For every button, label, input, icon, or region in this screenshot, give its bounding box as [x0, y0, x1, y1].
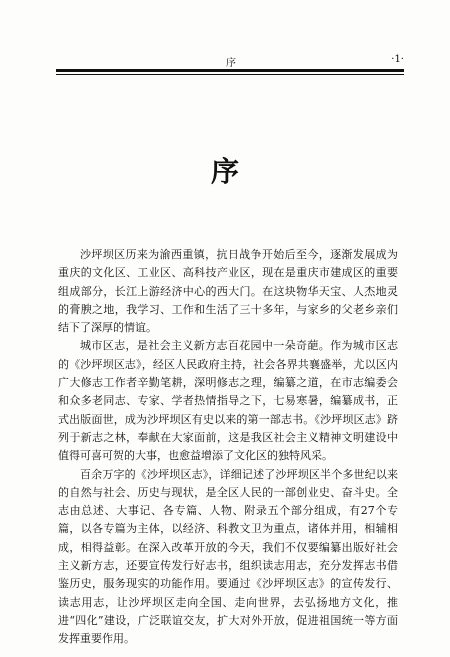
header-rule-thin: [56, 74, 404, 75]
paragraph-2: 城市区志，是社会主义新方志百花园中一朵奇葩。作为城市区志的《沙坪坝区志》，经区人民政府主持，社会各界共襄盛举，尤以区内广大修志工作者辛勤笔耕，深明修志之理，编纂之道，在市志编委会和众多老同志、专家、学者热情指导之下，七易寒暑，编纂成书，正式出版面世，成为沙坪坝区有史以来的第一部志书。《沙坪坝区志》跻列于新志之林，奉献在大家面前，这是我区社会主义精神文明建设中值得可喜可贺的大事，也愈益增添了文化区的独特风采。: [58, 339, 398, 463]
chapter-title: 序: [210, 155, 239, 188]
running-title: 序: [226, 58, 237, 69]
paragraph-1: 沙坪坝区历来为渝西重镇，抗日战争开始后至今，逐渐发展成为重庆的文化区、工业区、高科技产业区，现在是重庆市建成区的重要组成部分，长江上游经济中心的西大门。在这块物华天宝、人杰地灵的膏腴之地，我学习、工作和生活了三十多年，与家乡的父老乡亲们结下了深厚的情谊。: [58, 248, 398, 335]
header-rule-thick: [56, 69, 404, 72]
body-text: [58, 246, 398, 649]
page-number: ·1·: [391, 54, 404, 65]
paragraph-3: 百余万字的《沙坪坝区志》，详细记述了沙坪坝区半个多世纪以来的自然与社会、历史与现状，是全区人民的一部创业史、奋斗史。全志由总述、大事记、各专篇、人物、附录五个部分组成，有27个专篇，以各专篇为主体，以经济、科教文卫为重点，诸体并用，相辅相成，相得益彰。在深入改革开放的今天，我们不仅要编纂出版好社会主义新方志，还要宣传发行好志书，组织读志用志，充分发挥志书借鉴历史，服务现实的功能作用。要通过《沙坪坝区志》的宣传发行、读志用志，让沙坪坝区走向全国、走向世界，去弘扬地方文化，推进“四化”建设，广泛联谊交友，扩大对外开放，促进祖国统一等方面发挥重要作用。: [58, 467, 398, 646]
running-header: [56, 54, 404, 68]
